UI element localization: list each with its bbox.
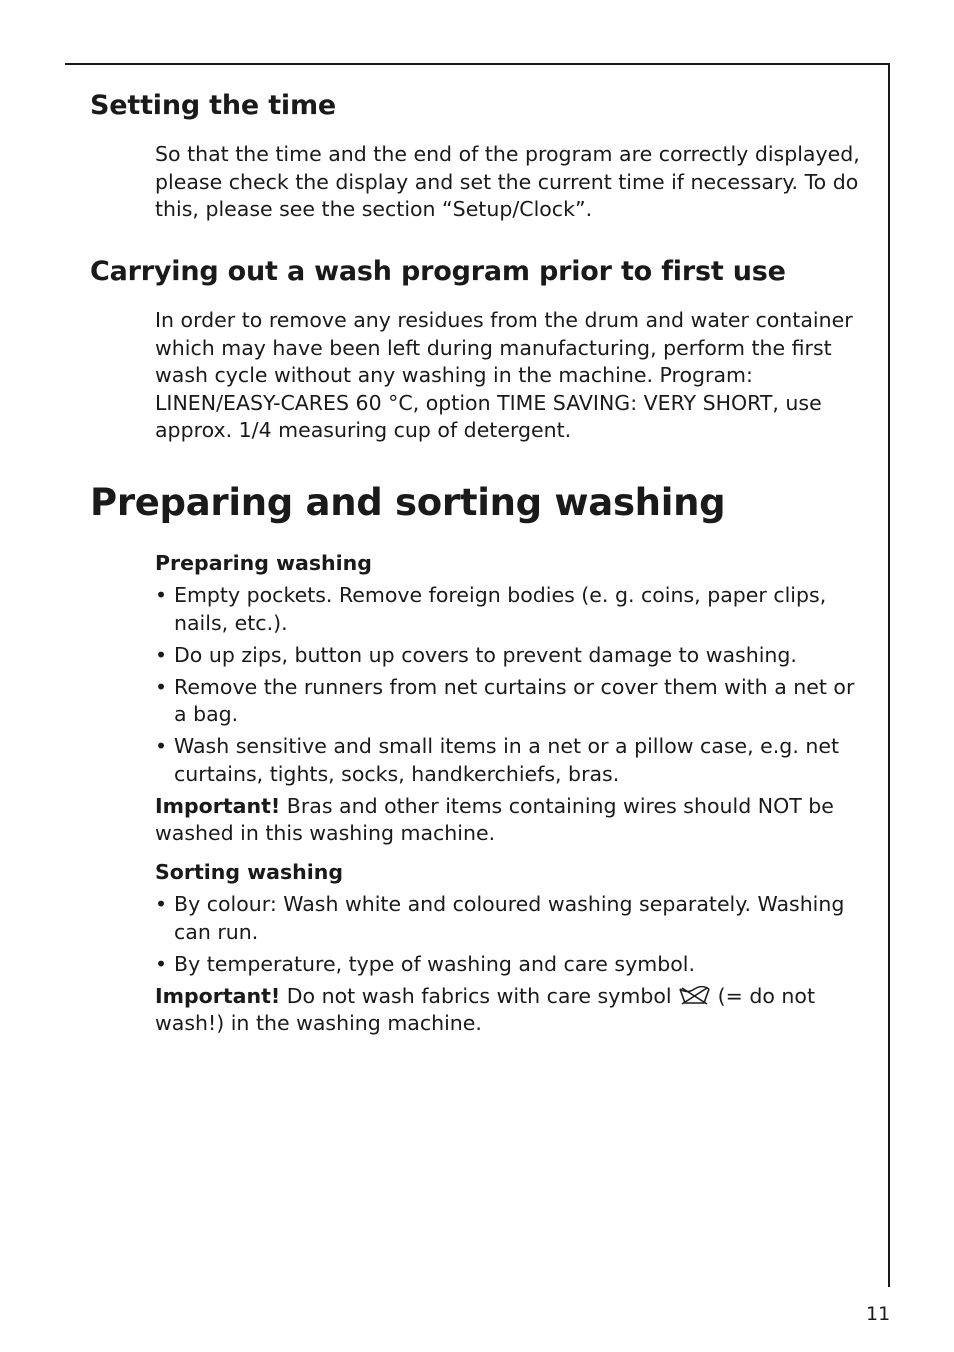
list-item	[155, 674, 865, 729]
list-item-text: By temperature, type of washing and care symbol.	[174, 951, 695, 976]
top-rule	[65, 63, 890, 65]
bullet-glyph: •	[155, 583, 168, 607]
preparing-washing-section	[155, 550, 865, 848]
list-item	[155, 642, 865, 670]
first-use-body: In order to remove any residues from the drum and water container which may have been left during manufacturing, perform the first wash cycle without any washing in the machine. Program: LINEN/EASY-CARES 60 °C, option TIME SAVING: VERY SHORT, use approx. 1/4 measuring cup of detergent.	[155, 308, 853, 442]
bullet-glyph: •	[155, 734, 168, 758]
sorting-bullet-list	[155, 891, 865, 978]
list-item-text: Empty pockets. Remove foreign bodies (e. g. coins, paper clips, nails, etc.).	[174, 583, 827, 635]
first-use-section	[155, 307, 865, 445]
subheading-preparing-washing: Preparing washing	[155, 551, 372, 575]
important-note-care-symbol	[155, 983, 865, 1038]
list-item	[155, 582, 865, 637]
setting-time-body: So that the time and the end of the program are correctly displayed, please check the display and set the current time if necessary. To do this, please see the section “Setup/Clock”.	[155, 142, 860, 221]
sorting-washing-section	[155, 859, 865, 1038]
heading-preparing-sorting: Preparing and sorting washing	[90, 481, 726, 524]
page-number: 11	[866, 1303, 891, 1325]
list-item-text: Remove the runners from net curtains or cover them with a net or a bag.	[174, 674, 855, 726]
bullet-glyph: •	[155, 892, 168, 916]
list-item	[155, 891, 865, 946]
do-not-wash-icon	[678, 986, 711, 1006]
list-item-text: Do up zips, button up covers to prevent damage to washing.	[174, 642, 797, 667]
setting-time-section	[155, 141, 865, 224]
heading-first-use: Carrying out a wash program prior to first use	[90, 256, 786, 287]
important-text: Do not wash fabrics with care symbol	[286, 983, 672, 1008]
important-label: Important!	[155, 793, 281, 818]
important-label: Important!	[155, 983, 281, 1008]
list-item	[155, 951, 865, 979]
important-text-after: (= do not wash!) in the washing machine.	[155, 983, 815, 1035]
preparing-bullet-list	[155, 582, 865, 788]
list-item	[155, 733, 865, 788]
bullet-glyph: •	[155, 642, 168, 667]
list-item-text: By colour: Wash white and coloured washing separately. Washing can run.	[174, 892, 845, 944]
heading-setting-the-time: Setting the time	[90, 90, 337, 121]
important-text: Bras and other items containing wires should NOT be washed in this washing machine.	[155, 793, 834, 845]
right-rule	[888, 63, 890, 1287]
subheading-sorting-washing: Sorting washing	[155, 860, 344, 884]
bullet-glyph: •	[155, 951, 168, 976]
list-item-text: Wash sensitive and small items in a net or a pillow case, e.g. net curtains, tights, socks, handkerchiefs, bras.	[174, 734, 839, 786]
important-note-wires	[155, 793, 865, 848]
bullet-glyph: •	[155, 674, 168, 699]
